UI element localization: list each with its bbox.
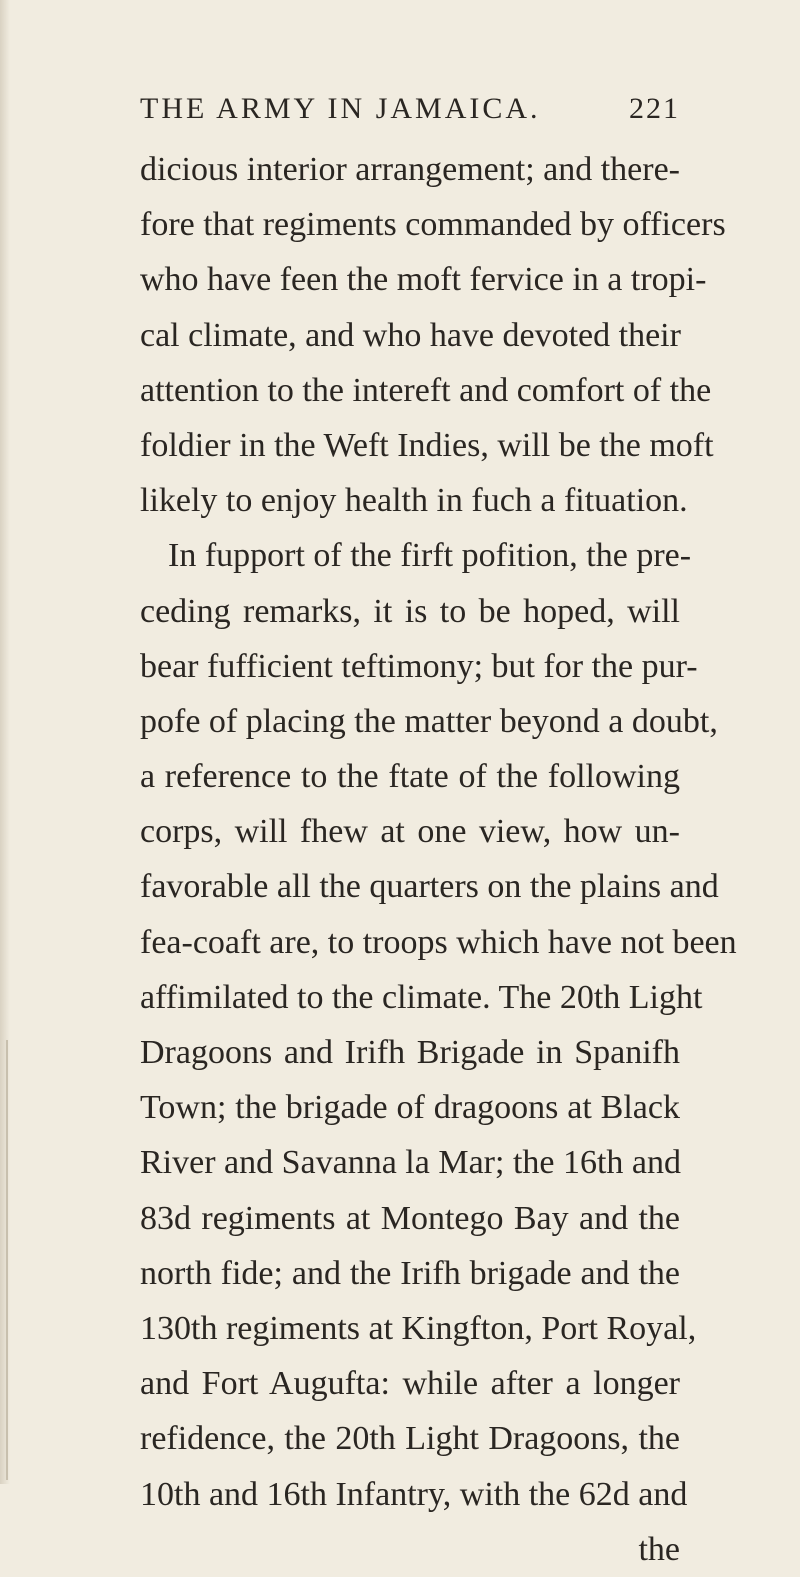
text-line: attention to the intereft and comfort of the xyxy=(140,371,712,409)
text-line: and Fort Augufta: while after a longer xyxy=(140,1365,680,1403)
text-line: 130th regiments at Kingfton, Port Royal, xyxy=(140,1309,697,1347)
text-line: 83d regiments at Montego Bay and the xyxy=(140,1199,680,1237)
text-line: corps, will fhew at one view, how un- xyxy=(140,813,680,851)
body-text xyxy=(140,142,737,1577)
paragraph-start-line: In fupport of the firft pofition, the pre- xyxy=(168,537,692,575)
text-line: cal climate, and who have devoted their xyxy=(140,316,681,354)
text-line: pofe of placing the matter beyond a doubt, xyxy=(140,702,718,740)
text-line: who have feen the moft fervice in a tropi- xyxy=(140,261,707,299)
page-number: 221 xyxy=(629,92,680,125)
text-line: dicious interior arrangement; and there- xyxy=(140,151,680,188)
text-line: ceding remarks, it is to be hoped, will xyxy=(140,592,680,630)
text-line: bear fufficient teftimony; but for the pur- xyxy=(140,647,698,685)
text-line: 10th and 16th Infantry, with the 62d and xyxy=(140,1475,688,1513)
text-line: fore that regiments commanded by officers xyxy=(140,206,726,244)
running-header xyxy=(140,92,680,132)
text-line: fea-coaft are, to troops which have not been xyxy=(140,923,737,961)
text-line: favorable all the quarters on the plains and xyxy=(140,868,719,906)
page-edge-shadow xyxy=(0,0,10,1484)
text-line: Dragoons and Irifh Brigade in Spanifh xyxy=(140,1034,680,1071)
text-line: Town; the brigade of dragoons at Black xyxy=(140,1089,680,1127)
running-title: THE ARMY IN JAMAICA. xyxy=(140,92,541,125)
text-line: foldier in the Weft Indies, will be the moft xyxy=(140,426,714,464)
text-line: a reference to the ftate of the following xyxy=(140,758,680,796)
text-line: likely to enjoy health in fuch a fituation. xyxy=(140,482,688,520)
catchword: the xyxy=(638,1530,680,1568)
text-line: north fide; and the Irifh brigade and the xyxy=(140,1254,680,1292)
text-line: River and Savanna la Mar; the 16th and xyxy=(140,1144,682,1182)
text-line: affimilated to the climate. The 20th Light xyxy=(140,978,703,1016)
page-gutter-line xyxy=(6,1040,8,1480)
text-line: refidence, the 20th Light Dragoons, the xyxy=(140,1420,680,1458)
